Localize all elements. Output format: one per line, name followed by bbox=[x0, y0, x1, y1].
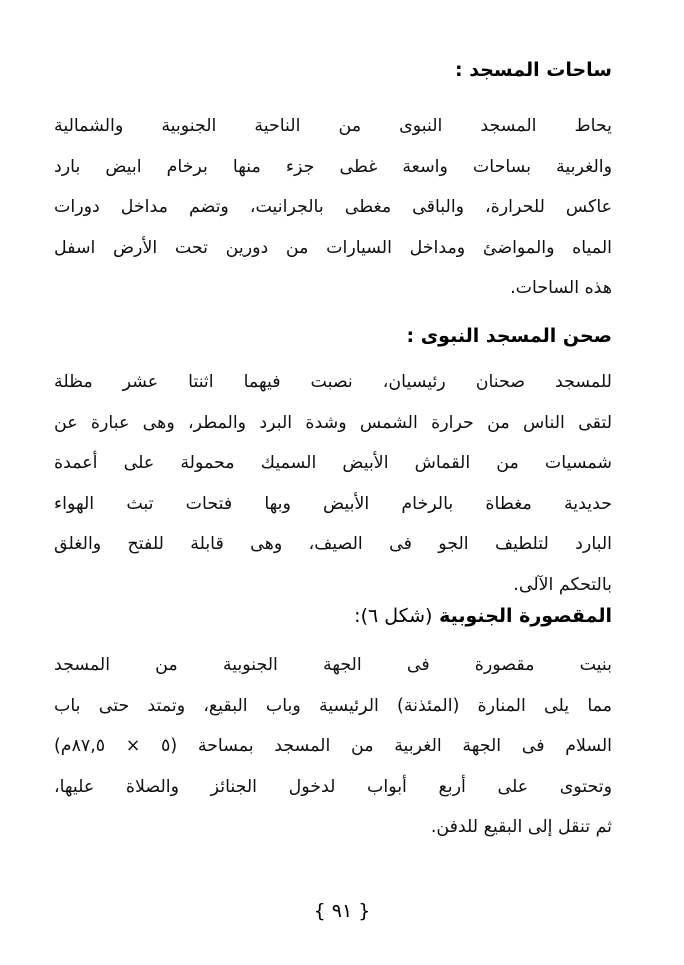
paragraph-line: السلام فى الجهة الغربية من المسجد بمساحة (٥ × ٨٧,٥م) bbox=[54, 736, 612, 756]
section-paragraph-courtyards bbox=[54, 106, 612, 309]
paragraph-line: عاكس للحرارة، والباقى مغطى بالجرانيت، وتضم مداخل دورات bbox=[54, 197, 612, 217]
paragraph-line: لتقى الناس من حرارة الشمس وشدة البرد والمطر، وهى عبارة عن bbox=[54, 412, 612, 433]
heading-figure-note: (شكل ٦): bbox=[354, 605, 433, 627]
paragraph-line: شمسيات من القماش الأبيض السميك محمولة على أعمدة bbox=[54, 453, 612, 473]
section-paragraph-mosque-yard bbox=[54, 362, 612, 605]
paragraph-line: للمسجد صحنان رئيسيان، نصبت فيهما اثنتا عشر مظلة bbox=[54, 372, 612, 392]
paragraph-line: هذه الساحات. bbox=[510, 278, 612, 298]
paragraph-line: بنيت مقصورة فى الجهة الجنوبية من المسجد bbox=[54, 655, 612, 675]
paragraph-line: البارد لتلطيف الجو فى الصيف، وهى قابلة للفتح والغلق bbox=[54, 534, 612, 554]
paragraph-line: يحاط المسجد النبوى من الناحية الجنوبية والشمالية bbox=[54, 116, 612, 136]
heading-title: المقصورة الجنوبية bbox=[439, 605, 612, 627]
paragraph-line: وتحتوى على أربع أبواب لدخول الجنائز والصلاة عليها، bbox=[54, 776, 612, 797]
paragraph-line: المياه والمواضئ ومداخل السيارات من دورين تحت الأرض اسفل bbox=[54, 237, 612, 258]
page-number: { ٩١ } bbox=[313, 900, 371, 922]
section-heading-courtyards: ساحات المسجد : bbox=[455, 59, 612, 81]
section-heading-mosque-yard: صحن المسجد النبوى : bbox=[406, 325, 612, 347]
paragraph-line: مما يلى المنارة (المئذنة) الرئيسية وباب البقيع، وتمتد حتى باب bbox=[54, 695, 612, 716]
paragraph-line: والغربية بساحات واسعة غطى جزء منها برخام ابيض بارد bbox=[54, 156, 612, 177]
section-paragraph-southern-enclosure bbox=[54, 645, 612, 848]
paragraph-line: حديدية مغطاة بالرخام الأبيض وبها فتحات تبث الهواء bbox=[54, 493, 612, 514]
paragraph-line: بالتحكم الآلى. bbox=[513, 574, 612, 595]
section-heading-southern-enclosure bbox=[354, 602, 612, 630]
paragraph-line: ثم تنقل إلى البقيع للدفن. bbox=[430, 817, 612, 837]
